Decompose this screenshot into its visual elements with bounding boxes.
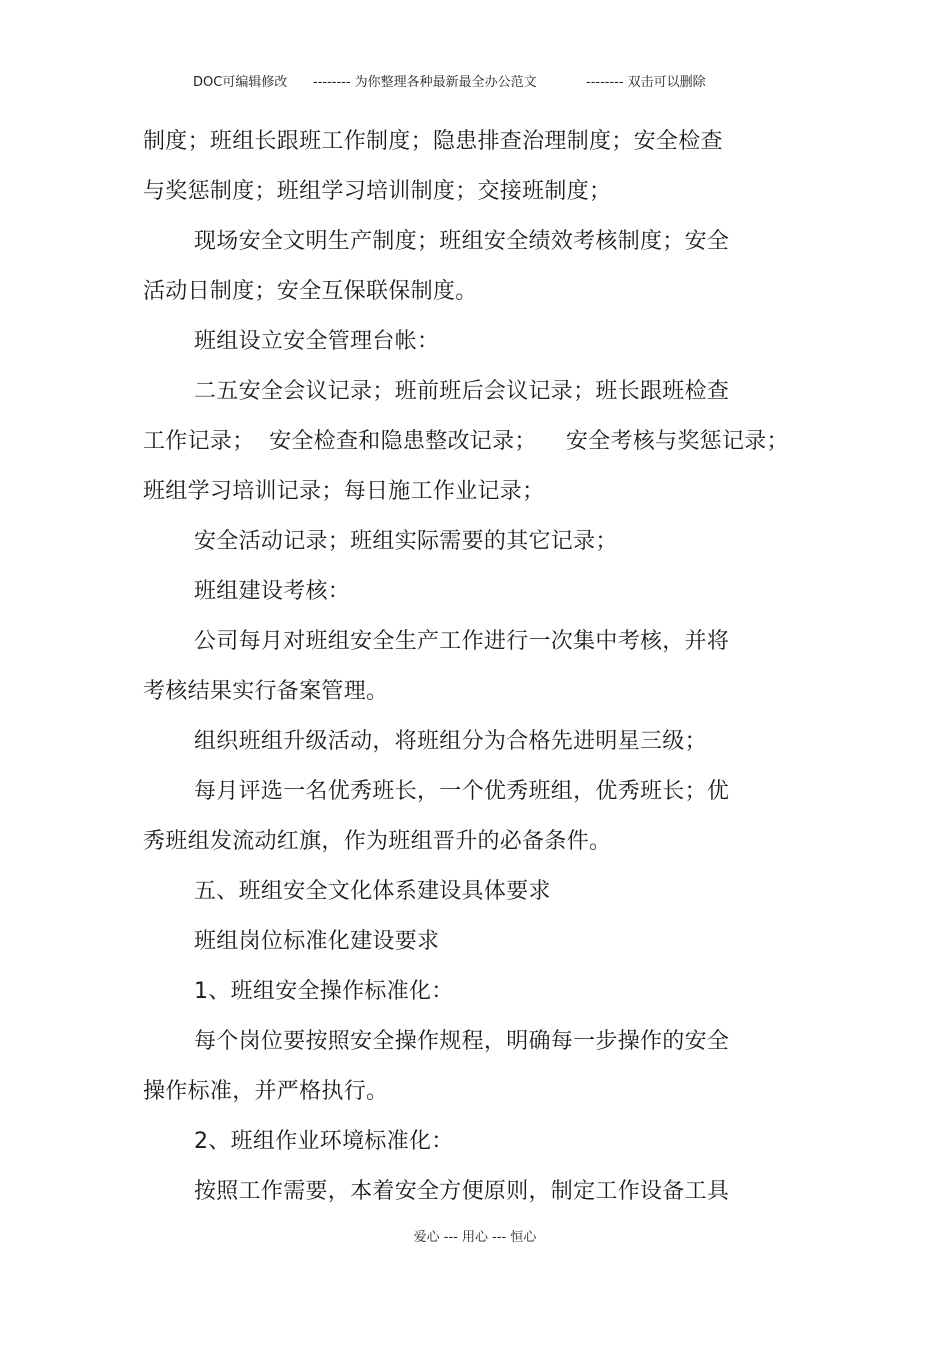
paragraph-line: 秀班组发流动红旗，作为班组晋升的必备条件。 xyxy=(143,829,612,854)
paragraph-line: 每个岗位要按照安全操作规程，明确每一步操作的安全 xyxy=(194,1029,730,1054)
paragraph-line: 制度；班组长跟班工作制度；隐患排查治理制度；安全检查 xyxy=(143,129,723,154)
section-heading: 班组设立安全管理台帐： xyxy=(194,329,440,354)
paragraph-line: 考核结果实行备案管理。 xyxy=(143,679,389,704)
page-footer: 爱心 --- 用心 --- 恒心 xyxy=(413,1230,537,1245)
paragraph-line: 安全活动记录；班组实际需要的其它记录； xyxy=(194,529,618,554)
paragraph-line: 公司每月对班组安全生产工作进行一次集中考核，并将 xyxy=(194,629,730,654)
section-heading: 五、班组安全文化体系建设具体要求 xyxy=(194,879,551,904)
paragraph-line: 现场安全文明生产制度；班组安全绩效考核制度；安全 xyxy=(194,229,730,254)
paragraph-line: 按照工作需要，本着安全方便原则，制定工作设备工具 xyxy=(194,1179,730,1204)
paragraph-line: 每月评选一名优秀班长，一个优秀班组，优秀班长；优 xyxy=(194,779,730,804)
header-tagline: -------- 为你整理各种最新最全办公范文 xyxy=(313,75,537,90)
paragraph-line: 工作记录； 安全检查和隐患整改记录； 安全考核与奖惩记录； xyxy=(143,429,789,454)
section-heading: 班组建设考核： xyxy=(194,579,351,604)
paragraph-line: 组织班组升级活动，将班组分为合格先进明星三级； xyxy=(194,729,707,754)
paragraph-line: 与奖惩制度；班组学习培训制度；交接班制度； xyxy=(143,179,612,204)
numbered-item-heading: 2、班组作业环境标准化： xyxy=(194,1129,454,1154)
paragraph-line: 操作标准，并严格执行。 xyxy=(143,1079,389,1104)
paragraph-line: 二五安全会议记录；班前班后会议记录；班长跟班检查 xyxy=(194,379,730,404)
header-doc-label: DOC可编辑修改 xyxy=(193,75,288,90)
document-body xyxy=(143,117,793,1217)
paragraph-line: 班组学习培训记录；每日施工作业记录； xyxy=(143,479,545,504)
subsection-heading: 班组岗位标准化建设要求 xyxy=(194,929,440,954)
header-delete-hint: -------- 双击可以删除 xyxy=(586,75,706,90)
numbered-item-heading: 1、班组安全操作标准化： xyxy=(194,979,454,1004)
paragraph-line: 活动日制度；安全互保联保制度。 xyxy=(143,279,478,304)
page-header xyxy=(0,72,950,94)
